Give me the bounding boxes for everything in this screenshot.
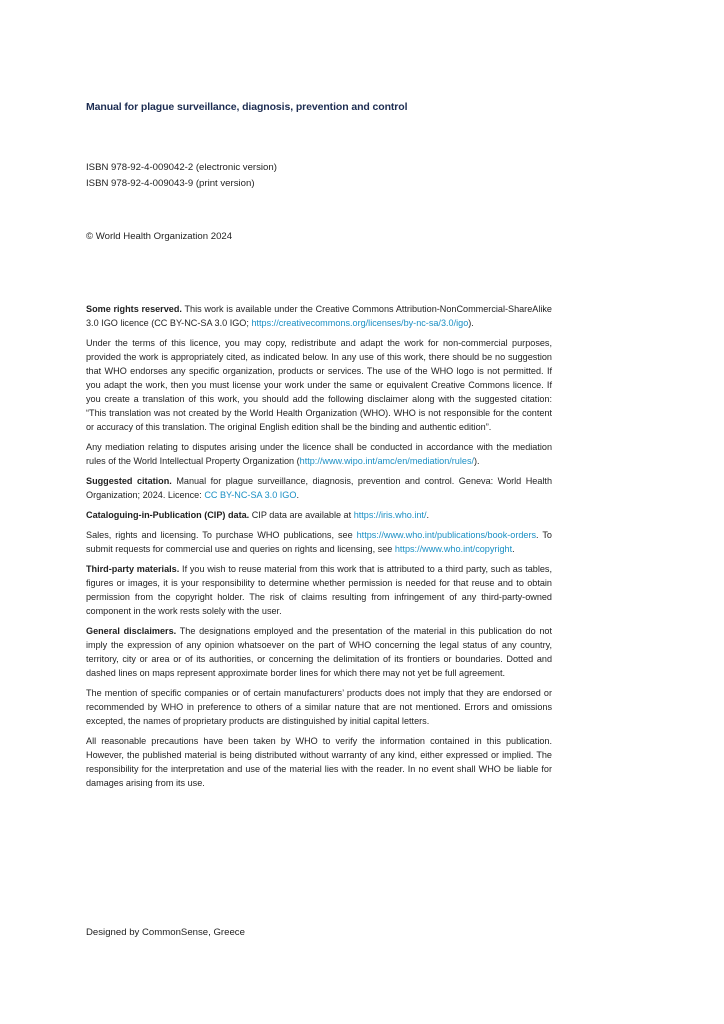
cip-paragraph [86,508,552,522]
copyright-link[interactable]: https://www.who.int/copyright [394,544,513,554]
mention-paragraph: The mention of specific companies or of certain manufacturers’ products does not imply that they are endorsed or recommended by WHO in preference to others of a similar nature that are not mentioned. Errors and omissions excepted, the names of proprietary products are distinguished by initial capital letters. [86,688,552,726]
citation-text: Manual for plague surveillance, diagnosis, prevention and control. Geneva: World Health Organization; 2024. Licence: [86,476,553,500]
copyright-notice: © World Health Organization 2024 [86,231,233,242]
citation-paragraph [86,474,552,502]
third-party-lead: Third-party materials. [86,564,180,574]
mediation-paragraph [86,440,552,468]
citation-end: . [296,490,299,500]
general-disclaimers-text: The designations employed and the presentation of the material in this publication do not imply the expression of any opinion whatsoever on the part of WHO concerning the legal status of any country, territory, city or area or of its authorities, or concerning the delimitation of its frontiers or boundaries. Dotted and dashed lines on maps represent approximate border lines for which there may not yet be full agreement. [86,626,552,678]
general-disclaimers-paragraph [86,624,552,680]
precautions-paragraph: All reasonable precautions have been taken by WHO to verify the information contained in this publication. However, the published material is being distributed without warranty of any kind, either expressed or implied. The responsibility for the interpretation and use of the material lies with the reader. In no event shall WHO be liable for damages arising from its use. [86,736,552,788]
sales-text-2: . To submit requests for commercial use and queries on rights and licensing, see [86,530,552,554]
citation-licence-link[interactable]: CC BY-NC-SA 3.0 IGO [204,490,297,500]
rights-paragraph [86,302,552,330]
cip-text: CIP data are available at [251,510,352,520]
mediation-end: ). [474,456,480,466]
book-orders-link[interactable]: https://www.who.int/publications/book-orders [356,530,537,540]
rights-text: This work is available under the Creative Commons Attribution-NonCommercial-ShareAlike 3.0 IGO licence (CC BY-NC-SA 3.0 IGO; [86,304,552,328]
third-party-text: If you wish to reuse material from this work that is attributed to a third party, such as tables, figures or images, it is your responsibility to determine whether permission is needed for that reuse and to obtain permission from the copyright holder. The risk of claims resulting from infringement of any third-party-owned component in the work rests solely with the user. [86,564,552,616]
isbn-print: ISBN 978-92-4-009043-9 (print version) [86,178,255,189]
wipo-mediation-link[interactable]: http://www.wipo.int/amc/en/mediation/rules/ [299,456,475,466]
mediation-text: Any mediation relating to disputes arising under the licence shall be conducted in accordance with the mediation rules of the World Intellectual Property Organization ( [86,442,552,466]
document-title: Manual for plague surveillance, diagnosis, prevention and control [86,101,408,113]
sales-paragraph [86,528,552,556]
isbn-block [86,160,277,192]
cc-licence-link[interactable]: https://creativecommons.org/licenses/by-nc-sa/3.0/igo [251,318,469,328]
rights-lead: Some rights reserved. [86,304,182,314]
designed-by: Designed by CommonSense, Greece [86,927,245,938]
third-party-paragraph [86,562,552,618]
legal-text [86,302,552,796]
sales-text-1: Sales, rights and licensing. To purchase WHO publications, see [86,530,353,540]
licence-terms-paragraph: Under the terms of this licence, you may copy, redistribute and adapt the work for non-commercial purposes, provided the work is appropriately cited, as indicated below. In any use of this work, there should be no suggestion that WHO endorses any specific organization, products or services. The use of the WHO logo is not permitted. If you adapt the work, then you must license your work under the same or equivalent Creative Commons licence. If you create a translation of this work, you should add the following disclaimer along with the suggested citation: “This translation was not created by the World Health Organization (WHO). WHO is not responsible for the content or accuracy of this translation. The original English edition shall be the binding and authentic edition”. [86,338,552,432]
isbn-electronic: ISBN 978-92-4-009042-2 (electronic version) [86,162,277,173]
citation-lead: Suggested citation. [86,476,172,486]
iris-link[interactable]: https://iris.who.int/ [353,510,427,520]
rights-end: ). [468,318,474,328]
general-disclaimers-lead: General disclaimers. [86,626,177,636]
sales-end: . [512,544,515,554]
cip-end: . [426,510,429,520]
cip-lead: Cataloguing-in-Publication (CIP) data. [86,510,250,520]
